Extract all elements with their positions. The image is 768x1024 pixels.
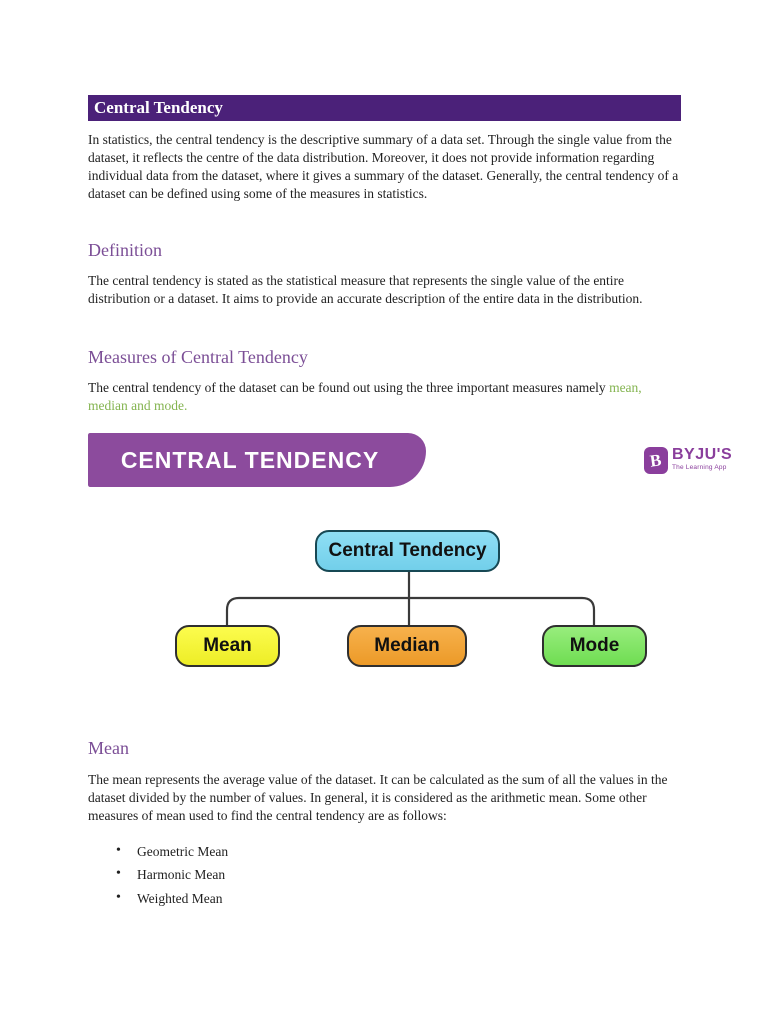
byjus-brand-name: BYJU'S [672, 446, 733, 463]
measures-paragraph-text: The central tendency of the dataset can be found out using the three important measures namely [88, 380, 610, 395]
byjus-b-icon: B [644, 447, 668, 474]
node-mode: Mode [542, 625, 647, 667]
node-central-tendency: Central Tendency [315, 530, 500, 572]
mean-median-mode-link[interactable]: mean, median and mode. [88, 380, 642, 413]
list-item: • Geometric Mean [110, 843, 228, 861]
definition-paragraph: The central tendency is stated as the statistical measure that represents the single value of the entire distribution or a dataset. It aims to provide an accurate description of the entire data in the distribution. [88, 273, 643, 306]
measures-paragraph [88, 379, 658, 415]
central-tendency-banner [88, 433, 426, 487]
mean-heading: Mean [88, 738, 129, 758]
node-median: Median [347, 625, 467, 667]
mean-types-list [110, 843, 228, 913]
list-item: • Harmonic Mean [110, 866, 228, 884]
list-item: • Weighted Mean [110, 890, 228, 908]
byjus-tagline: The Learning App [672, 464, 727, 471]
definition-heading: Definition [88, 240, 162, 260]
mean-paragraph: The mean represents the average value of the dataset. It can be calculated as the sum of all the values in the dataset divided by the number of values. In general, it is considered as the arithmetic mean. Some other measures of mean used to find the central tendency are as follows: [88, 772, 668, 823]
page-title: Central Tendency [88, 95, 681, 121]
byjus-logo [644, 447, 732, 474]
byjus-logo-text [672, 447, 732, 472]
central-tendency-flowchart [0, 520, 768, 675]
banner-title: CENTRAL TENDENCY [120, 446, 380, 473]
node-mean: Mean [175, 625, 280, 667]
intro-paragraph: In statistics, the central tendency is the descriptive summary of a data set. Through the single value from the dataset, it reflects the centre of the data distribution. Moreover, it does not provide information regarding individual data from the dataset, where it gives a summary of the dataset. Generally, the central tendency of a dataset can be defined using some of the measures in statistics. [88, 132, 679, 201]
measures-heading: Measures of Central Tendency [88, 347, 308, 367]
